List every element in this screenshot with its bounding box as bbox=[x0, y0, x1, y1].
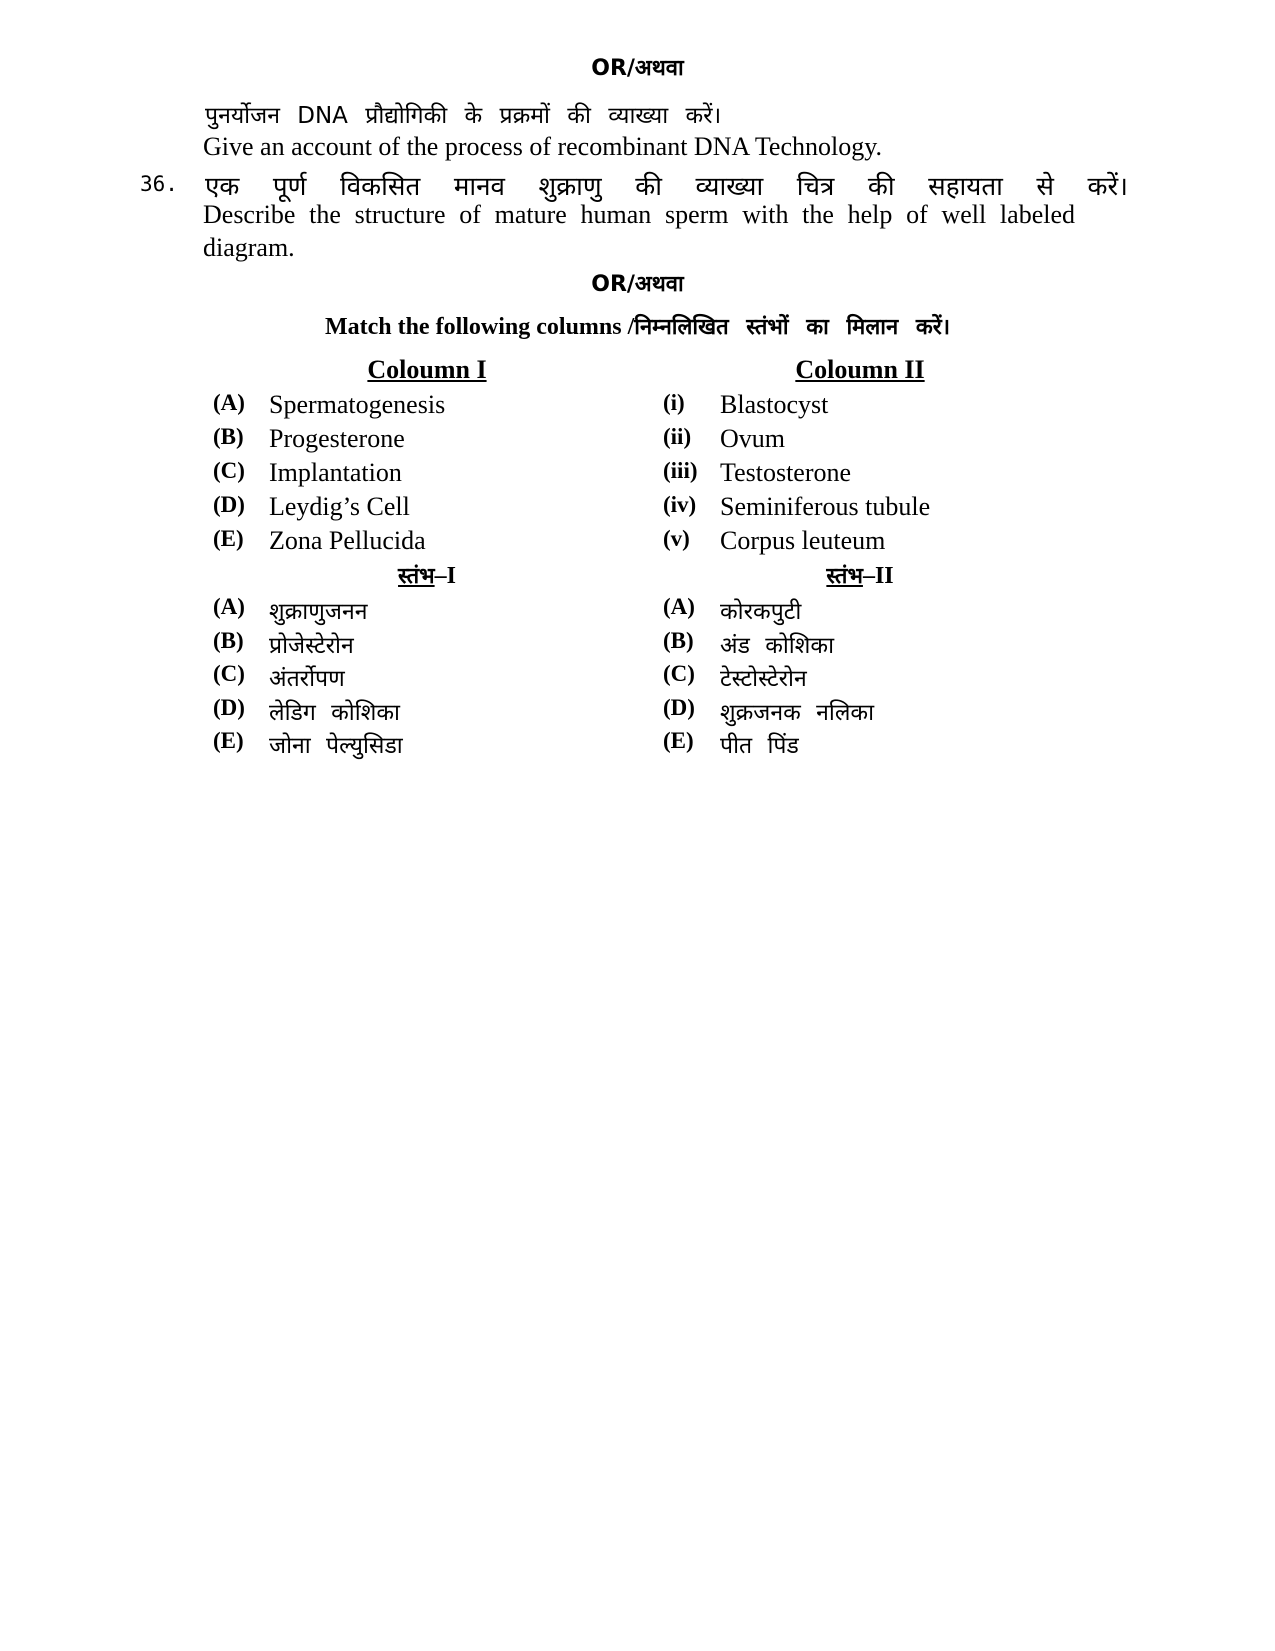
hi-col1-row: (B) प्रोजेस्टेरोन bbox=[213, 628, 354, 659]
q35-alt-english: Give an account of the process of recombinant DNA Technology. bbox=[203, 132, 883, 161]
en-col1-row: (E) Zona Pellucida bbox=[213, 526, 426, 555]
q35-alt-hindi: पुनर्योजन DNA प्रौद्योगिकी के प्रक्रमों की व्याख्या करें। bbox=[205, 103, 722, 129]
en-col1-row: (B) Progesterone bbox=[213, 424, 405, 453]
en-col2-row: (i) Blastocyst bbox=[663, 390, 829, 419]
or-heading-2: OR/अथवा bbox=[591, 272, 684, 297]
en-col2-row: (v) Corpus leuteum bbox=[663, 526, 886, 555]
q36-english-line1: Describe the structure of mature human sperm with the help of well labeled bbox=[203, 200, 1075, 229]
en-col1-row: (C) Implantation bbox=[213, 458, 402, 487]
column-2-heading: Coloumn II bbox=[795, 355, 925, 384]
hi-col1-row: (C) अंतर्रोपण bbox=[213, 661, 345, 692]
en-col2-row: (iv) Seminiferous tubule bbox=[663, 492, 931, 521]
hi-col1-row: (D) लेडिग कोशिका bbox=[213, 695, 400, 726]
match-title-english: Match the following columns / bbox=[324, 314, 635, 340]
hi-col2-row: (C) टेस्टोस्टेरोन bbox=[663, 661, 807, 692]
hindi-column-2-heading: स्तंभ–II bbox=[826, 563, 894, 589]
en-col1-row: (D) Leydig’s Cell bbox=[213, 492, 410, 521]
hi-col2-row: (E) पीत पिंड bbox=[663, 728, 799, 759]
question-number-36: 36. bbox=[140, 172, 178, 196]
en-col1-row: (A) Spermatogenesis bbox=[213, 390, 446, 419]
hi-col1-row: (E) जोना पेल्युसिडा bbox=[213, 728, 403, 759]
column-1-heading: Coloumn I bbox=[367, 355, 487, 384]
hi-col2-row: (B) अंड कोशिका bbox=[663, 628, 835, 659]
or-heading-1: OR/अथवा bbox=[591, 56, 684, 81]
match-columns-title bbox=[0, 311, 1275, 341]
hindi-column-1-heading: स्तंभ–I bbox=[398, 563, 456, 589]
match-title-hindi: निम्नलिखित स्तंभों का मिलान करें। bbox=[634, 315, 951, 340]
hi-col2-row: (A) कोरकपुटी bbox=[663, 594, 802, 625]
en-col2-row: (ii) Ovum bbox=[663, 424, 785, 453]
hi-col1-row: (A) शुक्राणुजनन bbox=[213, 594, 368, 625]
hi-col2-row: (D) शुक्रजनक नलिका bbox=[663, 695, 875, 726]
en-col2-row: (iii) Testosterone bbox=[663, 458, 852, 487]
q36-english-line2: diagram. bbox=[203, 233, 295, 262]
q36-hindi: एक पूर्ण विकसित मानव शुक्राणु की व्याख्या चित्र की सहायता से करें। bbox=[205, 172, 1128, 202]
